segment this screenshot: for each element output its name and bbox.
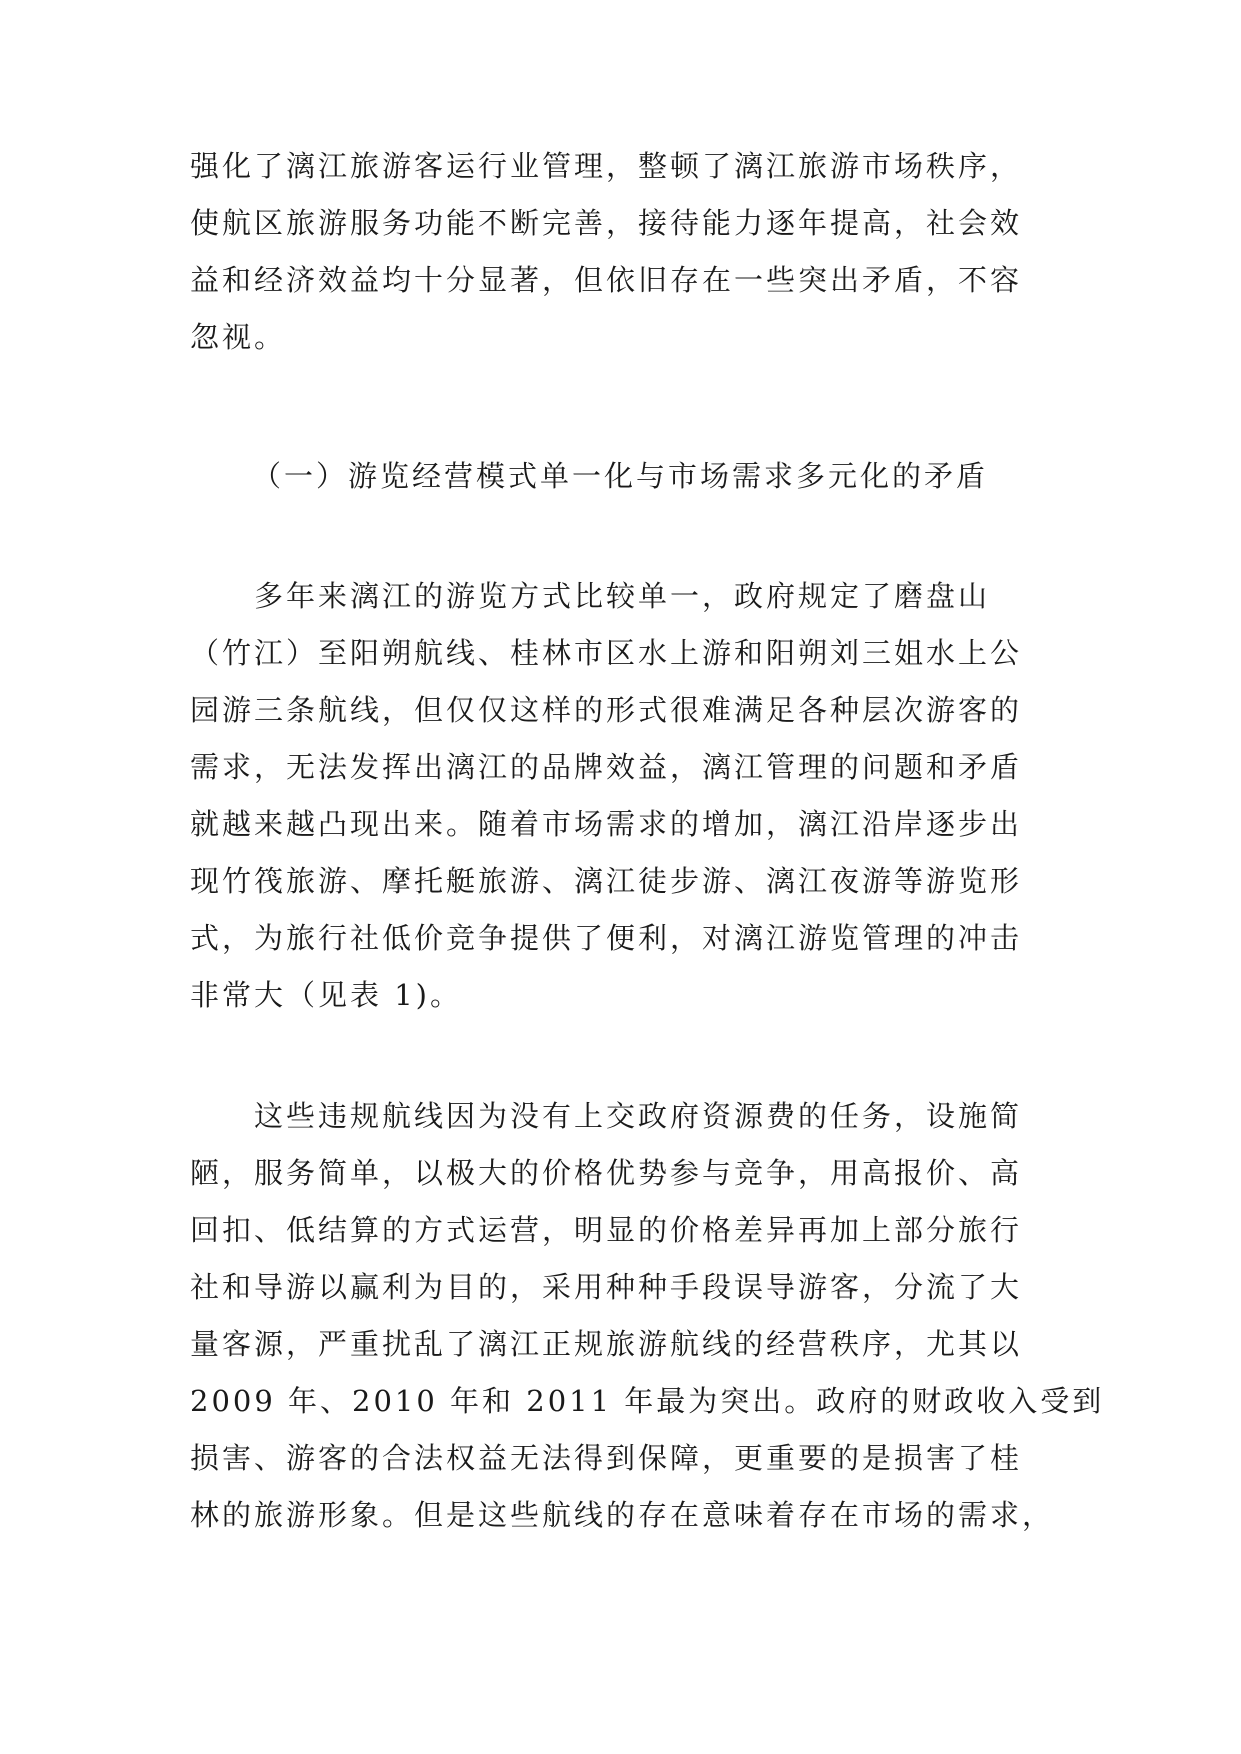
paragraph-3: [190, 1088, 1105, 1544]
paragraph-line: 现竹筏旅游、摩托艇旅游、漓江徒步游、漓江夜游等游览形: [190, 864, 1023, 898]
paragraph-line: 量客源，严重扰乱了漓江正规旅游航线的经营秩序，尤其以: [190, 1327, 1023, 1361]
paragraph-line: 社和导游以赢利为目的，采用种种手段误导游客，分流了大: [190, 1270, 1023, 1304]
paragraph-line: 陋，服务简单，以极大的价格优势参与竞争，用高报价、高: [190, 1156, 1023, 1190]
paragraph-2: [190, 568, 1050, 1024]
paragraph-line: 损害、游客的合法权益无法得到保障，更重要的是损害了桂: [190, 1441, 1023, 1475]
paragraph-line: 2009 年、2010 年和 2011 年最为突出。政府的财政收入受到: [190, 1384, 1105, 1418]
paragraph-line: 非常大（见表 1)。: [190, 978, 462, 1012]
paragraph-line: 使航区旅游服务功能不断完善，接待能力逐年提高，社会效: [190, 206, 1023, 240]
paragraph-line: 益和经济效益均十分显著，但依旧存在一些突出矛盾，不容: [190, 263, 1023, 297]
paragraph-line: 需求，无法发挥出漓江的品牌效益，漓江管理的问题和矛盾: [190, 750, 1023, 784]
paragraph-line: 回扣、低结算的方式运营，明显的价格差异再加上部分旅行: [190, 1213, 1023, 1247]
paragraph-line: 这些违规航线因为没有上交政府资源费的任务，设施简: [254, 1099, 1023, 1133]
paragraph-line: 式，为旅行社低价竞争提供了便利，对漓江游览管理的冲击: [190, 921, 1023, 955]
paragraph-line: 多年来漓江的游览方式比较单一，政府规定了磨盘山: [254, 579, 991, 613]
paragraph-line: （竹江）至阳朔航线、桂林市区水上游和阳朔刘三姐水上公: [190, 636, 1023, 670]
paragraph-line: 忽视。: [190, 320, 287, 354]
paragraph-line: 园游三条航线，但仅仅这样的形式很难满足各种层次游客的: [190, 693, 1023, 727]
paragraph-line: 林的旅游形象。但是这些航线的存在意味着存在市场的需求，: [190, 1498, 1055, 1532]
paragraph-line: 强化了漓江旅游客运行业管理，整顿了漓江旅游市场秩序，: [190, 149, 1023, 183]
paragraph-line: 就越来越凸现出来。随着市场需求的增加，漓江沿岸逐步出: [190, 807, 1023, 841]
section-heading: （一）游览经营模式单一化与市场需求多元化的矛盾: [251, 459, 988, 493]
paragraph-1: [190, 138, 1050, 366]
